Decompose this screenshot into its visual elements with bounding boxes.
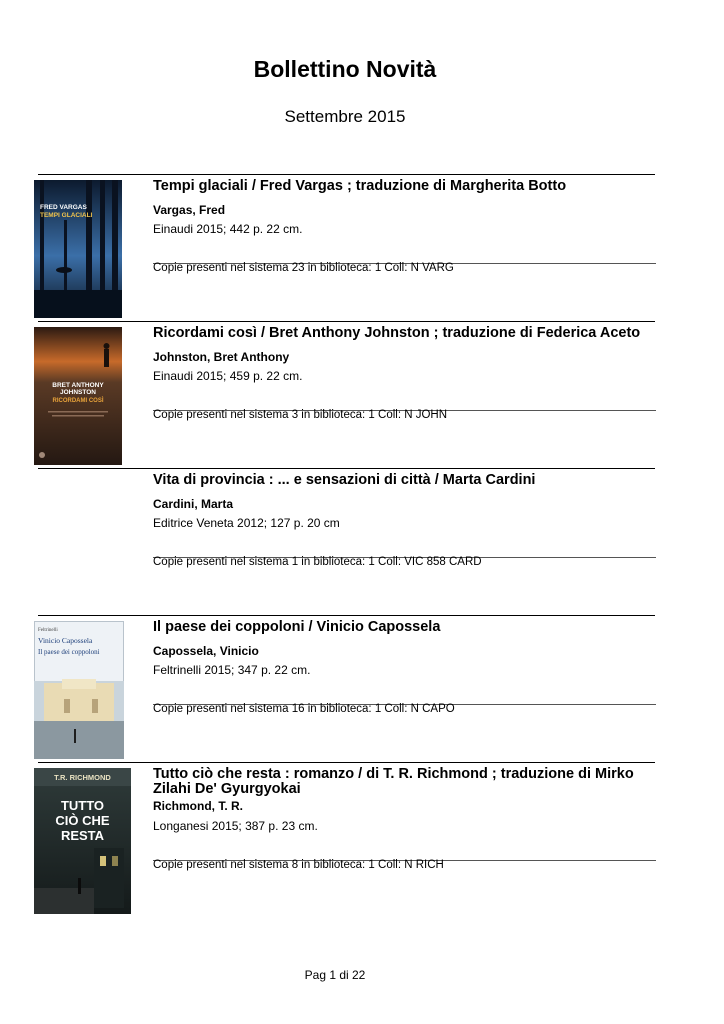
- entry-divider: [38, 615, 655, 616]
- book-copies: Copie presenti nel sistema 23 in biblioteca: 1 Coll: N VARG: [153, 262, 454, 274]
- cover-author-line2: JOHNSTON: [60, 389, 96, 396]
- book-copies: Copie presenti nel sistema 1 in biblioteca: 1 Coll: VIC 858 CARD: [153, 556, 482, 568]
- book-author: Richmond, T. R.: [153, 799, 243, 813]
- book-cover-image: [34, 327, 122, 465]
- book-publication: Editrice Veneta 2012; 127 p. 20 cm: [153, 516, 340, 530]
- book-author: Capossela, Vinicio: [153, 644, 259, 658]
- cover-author: FRED VARGAS: [40, 204, 87, 211]
- book-cover-image: [34, 180, 122, 318]
- book-publication: Feltrinelli 2015; 347 p. 22 cm.: [153, 663, 311, 677]
- book-title: Tutto ciò che resta : romanzo / di T. R. Richmond ; traduzione di Mirko Zilahi De' Gyurgyokai: [153, 766, 634, 797]
- cover-title-line1: TUTTO: [60, 798, 105, 813]
- entry-divider: [38, 174, 655, 175]
- entry-divider: [38, 762, 655, 763]
- book-cover-image: [34, 621, 124, 759]
- book-author: Johnston, Bret Anthony: [153, 350, 290, 364]
- book-publication: Einaudi 2015; 442 p. 22 cm.: [153, 222, 303, 236]
- book-title: Il paese dei coppoloni / Vinicio Capossela: [153, 619, 441, 635]
- entry-divider: [38, 321, 655, 322]
- cover-publisher: Feltrinelli: [38, 628, 58, 633]
- book-copies: Copie presenti nel sistema 8 in biblioteca: 1 Coll: N RICH: [153, 859, 444, 871]
- book-copies: Copie presenti nel sistema 16 in biblioteca: 1 Coll: N CAPO: [153, 703, 455, 715]
- book-publication: Einaudi 2015; 459 p. 22 cm.: [153, 369, 303, 383]
- cover-title-line3: RESTA: [60, 828, 105, 843]
- entry-divider: [38, 468, 655, 469]
- book-author: Cardini, Marta: [153, 497, 234, 511]
- cover-author: Vinicio Capossela: [38, 636, 93, 645]
- cover-title-line2: CIÒ CHE: [55, 813, 110, 828]
- book-author: Vargas, Fred: [153, 203, 226, 217]
- cover-title: TEMPI GLACIALI: [40, 212, 93, 219]
- book-title: Vita di provincia : ... e sensazioni di città / Marta Cardini: [153, 472, 536, 488]
- cover-title: RICORDAMI COSÌ: [52, 398, 104, 404]
- cover-author-line1: BRET ANTHONY: [52, 382, 104, 389]
- book-title: Ricordami così / Bret Anthony Johnston ; traduzione di Federica Aceto: [153, 325, 641, 341]
- book-publication: Longanesi 2015; 387 p. 23 cm.: [153, 819, 318, 833]
- book-cover-image: [34, 768, 131, 914]
- cover-title: Il paese dei coppoloni: [38, 648, 100, 656]
- page-subtitle: Settembre 2015: [284, 107, 406, 126]
- book-copies: Copie presenti nel sistema 3 in biblioteca: 1 Coll: N JOHN: [153, 409, 448, 421]
- book-title: Tempi glaciali / Fred Vargas ; traduzione di Margherita Botto: [153, 178, 567, 194]
- page-number: Pag 1 di 22: [304, 968, 366, 982]
- cover-author: T.R. RICHMOND: [54, 773, 111, 782]
- page-title: Bollettino Novità: [253, 56, 437, 82]
